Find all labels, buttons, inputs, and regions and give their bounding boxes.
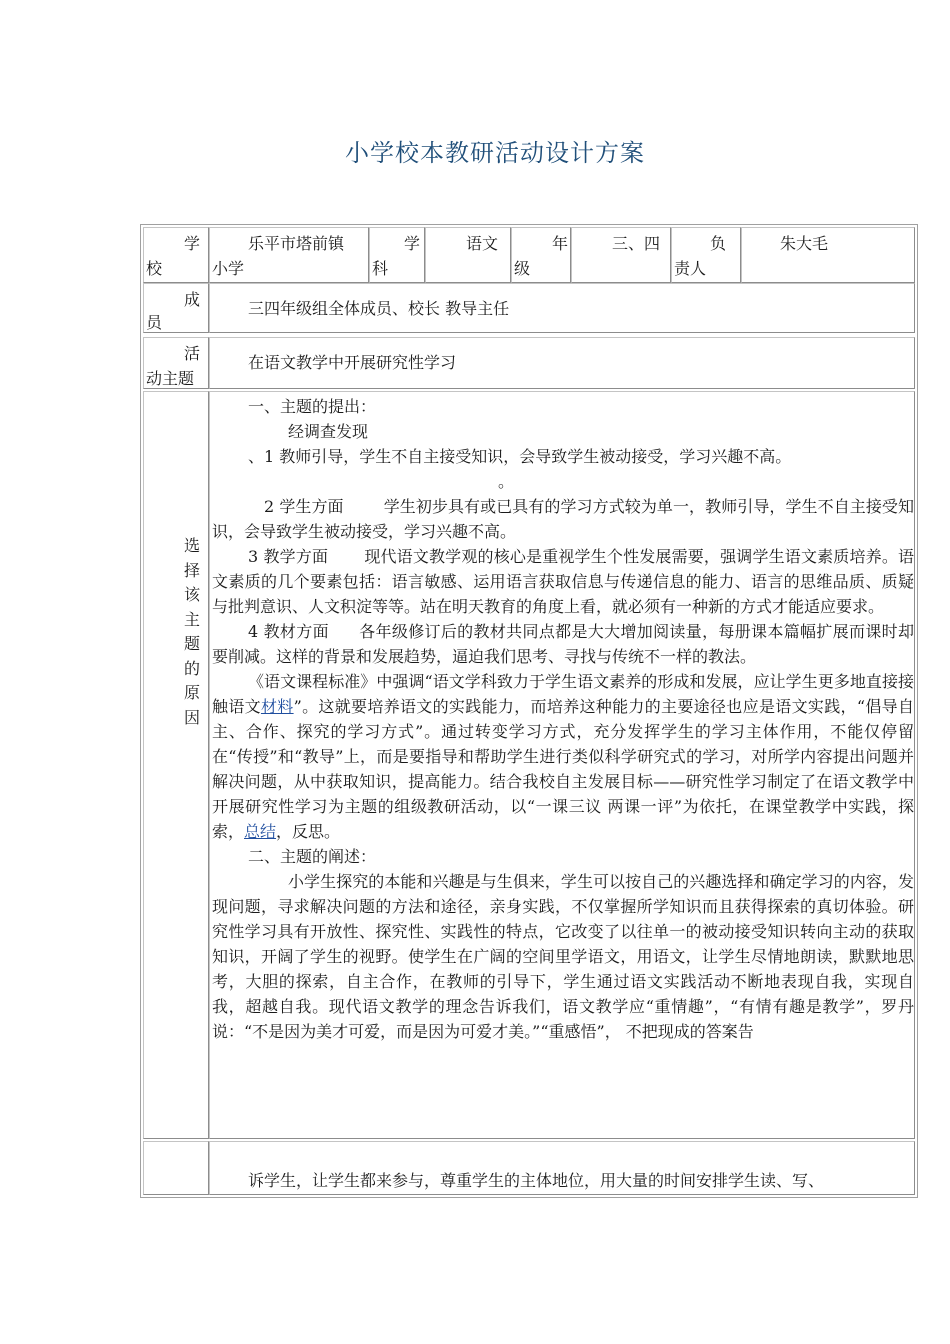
theme-value: 在语文教学中开展研究性学习 (248, 353, 457, 372)
curriculum-text-c: ，反思。 (276, 822, 341, 841)
grade-label-a: 年 (552, 234, 569, 253)
reason-label-cell (143, 391, 209, 1139)
members-label-cell (143, 283, 209, 333)
section-heading-2: 二、主题的阐述： (248, 847, 377, 866)
leader-value: 朱大毛 (780, 234, 829, 253)
student-aspect-heading: 2 学生方面 (264, 497, 344, 516)
continued-body-cell (209, 1141, 915, 1195)
school-value-b: 小学 (212, 259, 245, 278)
reason-label-char: 题 (183, 634, 200, 653)
members-value-cell (209, 283, 915, 333)
curriculum-text-b: ”。这就要培养语文的实践能力，而培养这种能力的主要途径也应是语文实践，“倡导自主、合作、探究的学习方式”。通过转变学习方式，充分发挥学生的学习主体作用，不能仅停留在“传授”和“教导”上，而是要指导和帮助学生进行类似科学研究式的学习，对所学内容提出问题并解决问题，从中获取知识，提高能力。结合我校自主发展目标——研究性学习制定了在语文教学中开展研究性学习为主题的组级教研活动，以“一课三议 两课一评”为依托，在课堂教学中实践，探索， (212, 697, 914, 841)
reason-label-char: 该 (183, 585, 200, 604)
theme-label-b: 动主题 (146, 369, 195, 388)
reason-label-char: 原 (183, 683, 200, 702)
leader-label-b: 责人 (674, 259, 707, 278)
reason-label-char: 选 (183, 536, 200, 555)
section-heading-1: 一、主题的提出： (248, 397, 377, 416)
school-label-a: 学 (184, 234, 201, 253)
leader-label-a: 负 (710, 234, 727, 253)
grade-label-cell (511, 227, 571, 283)
subject-label-cell (369, 227, 425, 283)
school-value-a: 乐平市塔前镇 (248, 234, 345, 253)
curriculum-standard-paragraph (212, 669, 914, 844)
reason-body (212, 394, 914, 1044)
reason-label-vertical (182, 534, 202, 730)
teaching-aspect-text: 现代语文教学观的核心是重视学生个性发展需要，强调学生语文素质培养。语文素质的几个要素包括：语言敏感、运用语言获取信息与传递信息的能力、语言的思维品质、质疑与批判意识、人文积淀等等。站在明天教育的角度上看，就必须有一种新的方式才能适应要求。 (212, 547, 914, 616)
theme-label-cell (143, 337, 209, 389)
continued-label-cell (143, 1141, 209, 1195)
teaching-aspect-paragraph (212, 544, 914, 619)
continued-text: 诉学生，让学生都来参与，尊重学生的主体地位，用大量的时间安排学生读、写、 (248, 1171, 825, 1190)
school-label-b: 校 (146, 259, 163, 278)
subject-label-b: 科 (372, 259, 389, 278)
grade-label-b: 级 (514, 259, 531, 278)
teaching-aspect-heading: 3 教学方面 (248, 547, 329, 566)
reason-label-char: 因 (183, 707, 200, 727)
student-aspect-paragraph (212, 494, 914, 544)
theme-explanation-paragraph: 小学生探究的本能和兴趣是与生俱来，学生可以按自己的兴趣选择和确定学习的内容，发现问题，寻求解决问题的方法和途径，亲身实践，不仅掌握所学知识而且获得探索的真切体验。研究性学习具有开放性、探究性、实践性的特点，它改变了以往单一的被动接受知识转向主动的获取知识，开阔了学生的视野。使学生在广阔的空间里学语文，用语文，让学生尽情地朗读，默默地思考，大胆的探索，自主合作，在教师的引导下，学生通过语文实践活动不断地表现自我，实现自我，超越自我。现代语文教学的理念告诉我们，语文教学应“重情趣”，“有情有趣是教学”，罗丹说：“不是因为美才可爱，而是因为可爱才美。”“重感悟”， 不把现成的答案告 (212, 872, 914, 1041)
theme-label-a: 活 (184, 344, 201, 363)
materials-aspect-heading: 4 教材方面 (248, 622, 329, 641)
leader-label-cell (671, 227, 741, 283)
members-label-b: 员 (146, 313, 163, 332)
materials-aspect-paragraph (212, 619, 914, 669)
reason-body-cell (209, 391, 915, 1139)
reason-label-char: 择 (183, 560, 200, 580)
survey-line: 经调查发现 (288, 422, 369, 441)
subject-value: 语文 (466, 234, 499, 253)
page-title: 小学校本教研活动设计方案 (345, 139, 645, 167)
members-label-a: 成 (184, 290, 201, 309)
materials-aspect-text: 各年级修订后的教材共同点都是大大增加阅读量，每册课本篇幅扩展而课时却要削减。这样的背景和发展趋势，逼迫我们思考、寻找与传统不一样的教法。 (212, 622, 914, 666)
teacher-guidance-line: 、1 教师引导，学生不自主接受知识，会导致学生被动接受，学习兴趣不高。 (248, 447, 792, 466)
school-value-cell (209, 227, 369, 283)
grade-value-cell (571, 227, 671, 283)
student-aspect-text: 学生初步具有或已具有的学习方式较为单一，教师引导，学生不自主接受知识，会导致学生被动接受，学习兴趣不高。 (212, 497, 914, 541)
grade-value: 三、四 (612, 234, 661, 253)
subject-value-cell (425, 227, 511, 283)
summary-link[interactable]: 总结 (244, 822, 277, 841)
subject-label-a: 学 (404, 234, 421, 253)
reason-label-char: 主 (183, 609, 200, 629)
period-line: 。 (498, 472, 515, 491)
materials-link[interactable]: 材料 (260, 697, 294, 716)
leader-value-cell (741, 227, 915, 283)
curriculum-text-a: 《语文课程标准》中强调“语文学科致力于学生语文素养的形成和发展，应让学生更多地直接接触语文 (212, 672, 914, 716)
activity-table (140, 224, 918, 1198)
members-value: 三四年级组全体成员、校长 教导主任 (248, 299, 510, 318)
school-label-cell (143, 227, 209, 283)
theme-value-cell (209, 337, 915, 389)
reason-label-char: 的 (183, 658, 200, 678)
